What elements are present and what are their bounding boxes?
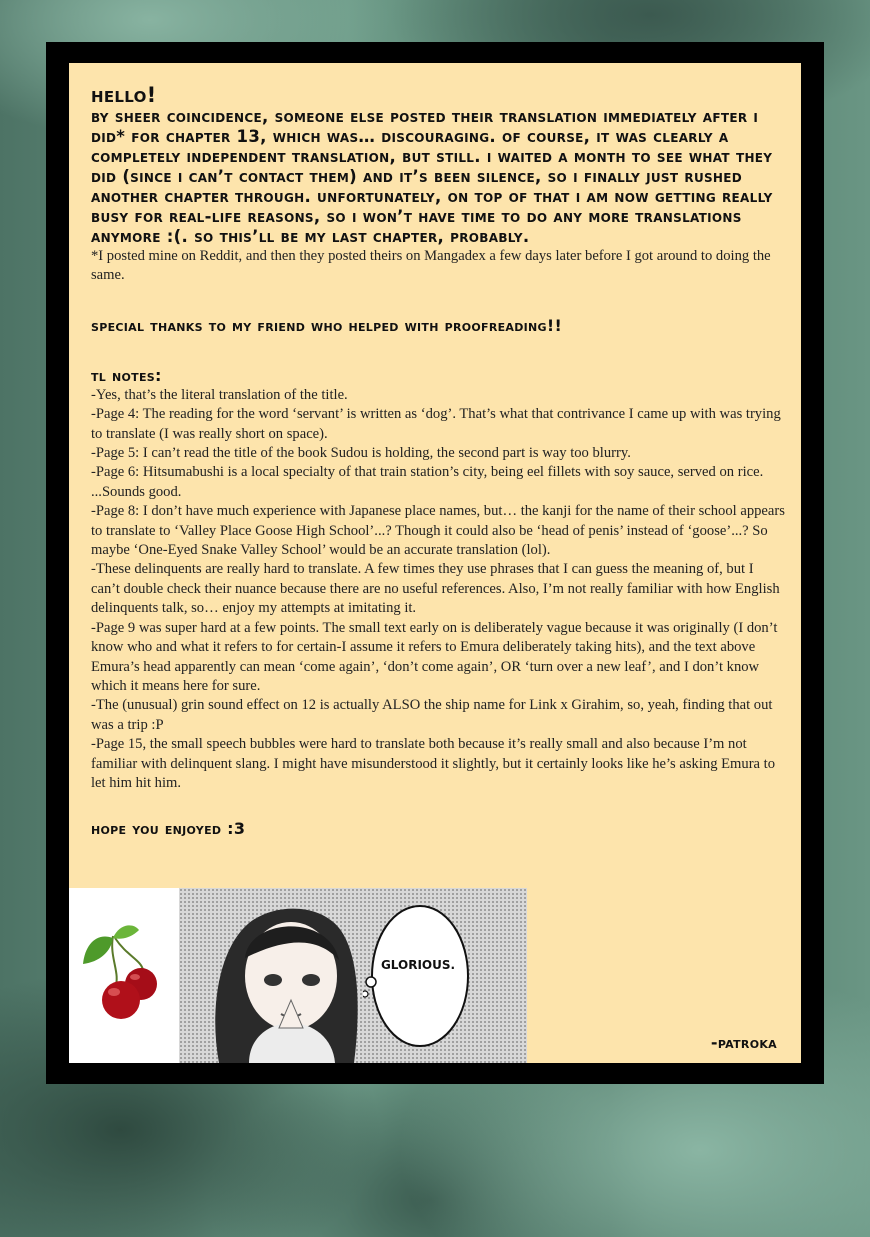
- closing-line: hope you enjoyed :3: [91, 819, 246, 839]
- footnote: *I posted mine on Reddit, and then they posted theirs on Mangadex a few days later before I got around to doing the same.: [91, 248, 771, 284]
- tl-notes-heading: tl notes:: [91, 365, 162, 385]
- intro-paragraph: by sheer coincidence, someone else posted their translation immediately after i did* for chapter 13, which was… discouraging. of course, it was clearly a completely independent translation, but still. i waited a month to see what they did (since i can’t contact them) and it’s been silence, so i finally just rushed another chapter through. unfortunately, on top of that i am now getting really busy for real-life reasons, so i won’t have time to do any more translations anymore :(. so this’ll be my last chapter, probably.: [91, 107, 773, 246]
- thanks-line: special thanks to my friend who helped with proofreading!!: [91, 315, 563, 335]
- tl-notes-list: [91, 386, 786, 794]
- speech-bubble-text: GLORIOUS.: [380, 958, 456, 972]
- tl-note-item: -Page 6: Hitsumabushi is a local specialty of that train station’s city, being eel fillets with soy sauce, served on rice. ...Sounds good.: [91, 464, 764, 500]
- tl-note-item: -Page 15, the small speech bubbles were hard to translate both because it’s really small and also because I’m not familiar with delinquent slang. I might have misunderstood it slightly, but it certainly looks like he’s asking Emura to let him hit him.: [91, 736, 776, 791]
- note-panel: [69, 63, 801, 1063]
- cherry-icon: [69, 888, 179, 1063]
- tl-note-item: -These delinquents are really hard to translate. A few times they use phrases that I can guess the meaning of, but I can’t double check their nuance because there are no useful references. Also, I’m not really familiar with how English delinquents talk, so… enjoy my attempts at imitating it.: [91, 561, 780, 617]
- tl-note-item: -Page 8: I don’t have much experience with Japanese place names, but… the kanji for the name of their school appears to translate to ‘Valley Place Goose High School’...? Though it could also be ‘head of penis’ instead of ‘goose’...? So maybe ‘One-Eyed Snake Valley School’ would be an accurate translation (lol).: [91, 503, 785, 559]
- greeting-heading: hello!: [91, 83, 157, 107]
- tl-note-item: -Yes, that’s the literal translation of the title.: [91, 386, 348, 403]
- signature: -patroka: [710, 1033, 777, 1052]
- speech-bubble: [363, 898, 473, 1058]
- tl-note-item: -Page 5: I can’t read the title of the book Sudou is holding, the second part is way too blurry.: [91, 445, 631, 462]
- note-content: [91, 83, 786, 839]
- manga-illustration: [69, 888, 527, 1063]
- tl-note-item: -Page 9 was super hard at a few points. The small text early on is deliberately vague because it was originally (I don’t know who and what it refers to for certain-I assume it refers to Emura deliberately taking hits), and the text above Emura’s head apparently can mean ‘come again’, ‘don’t come again’, OR ‘turn over a new leaf’, and I don’t know which it means here for sure.: [91, 619, 778, 694]
- tl-note-item: -The (unusual) grin sound effect on 12 is actually ALSO the ship name for Link x Girahim, so, yeah, finding that out was a trip :P: [91, 697, 773, 733]
- tl-note-item: -Page 4: The reading for the word ‘servant’ is written as ‘dog’. That’s what that contrivance I came up with was trying to translate (I was really short on space).: [91, 406, 781, 442]
